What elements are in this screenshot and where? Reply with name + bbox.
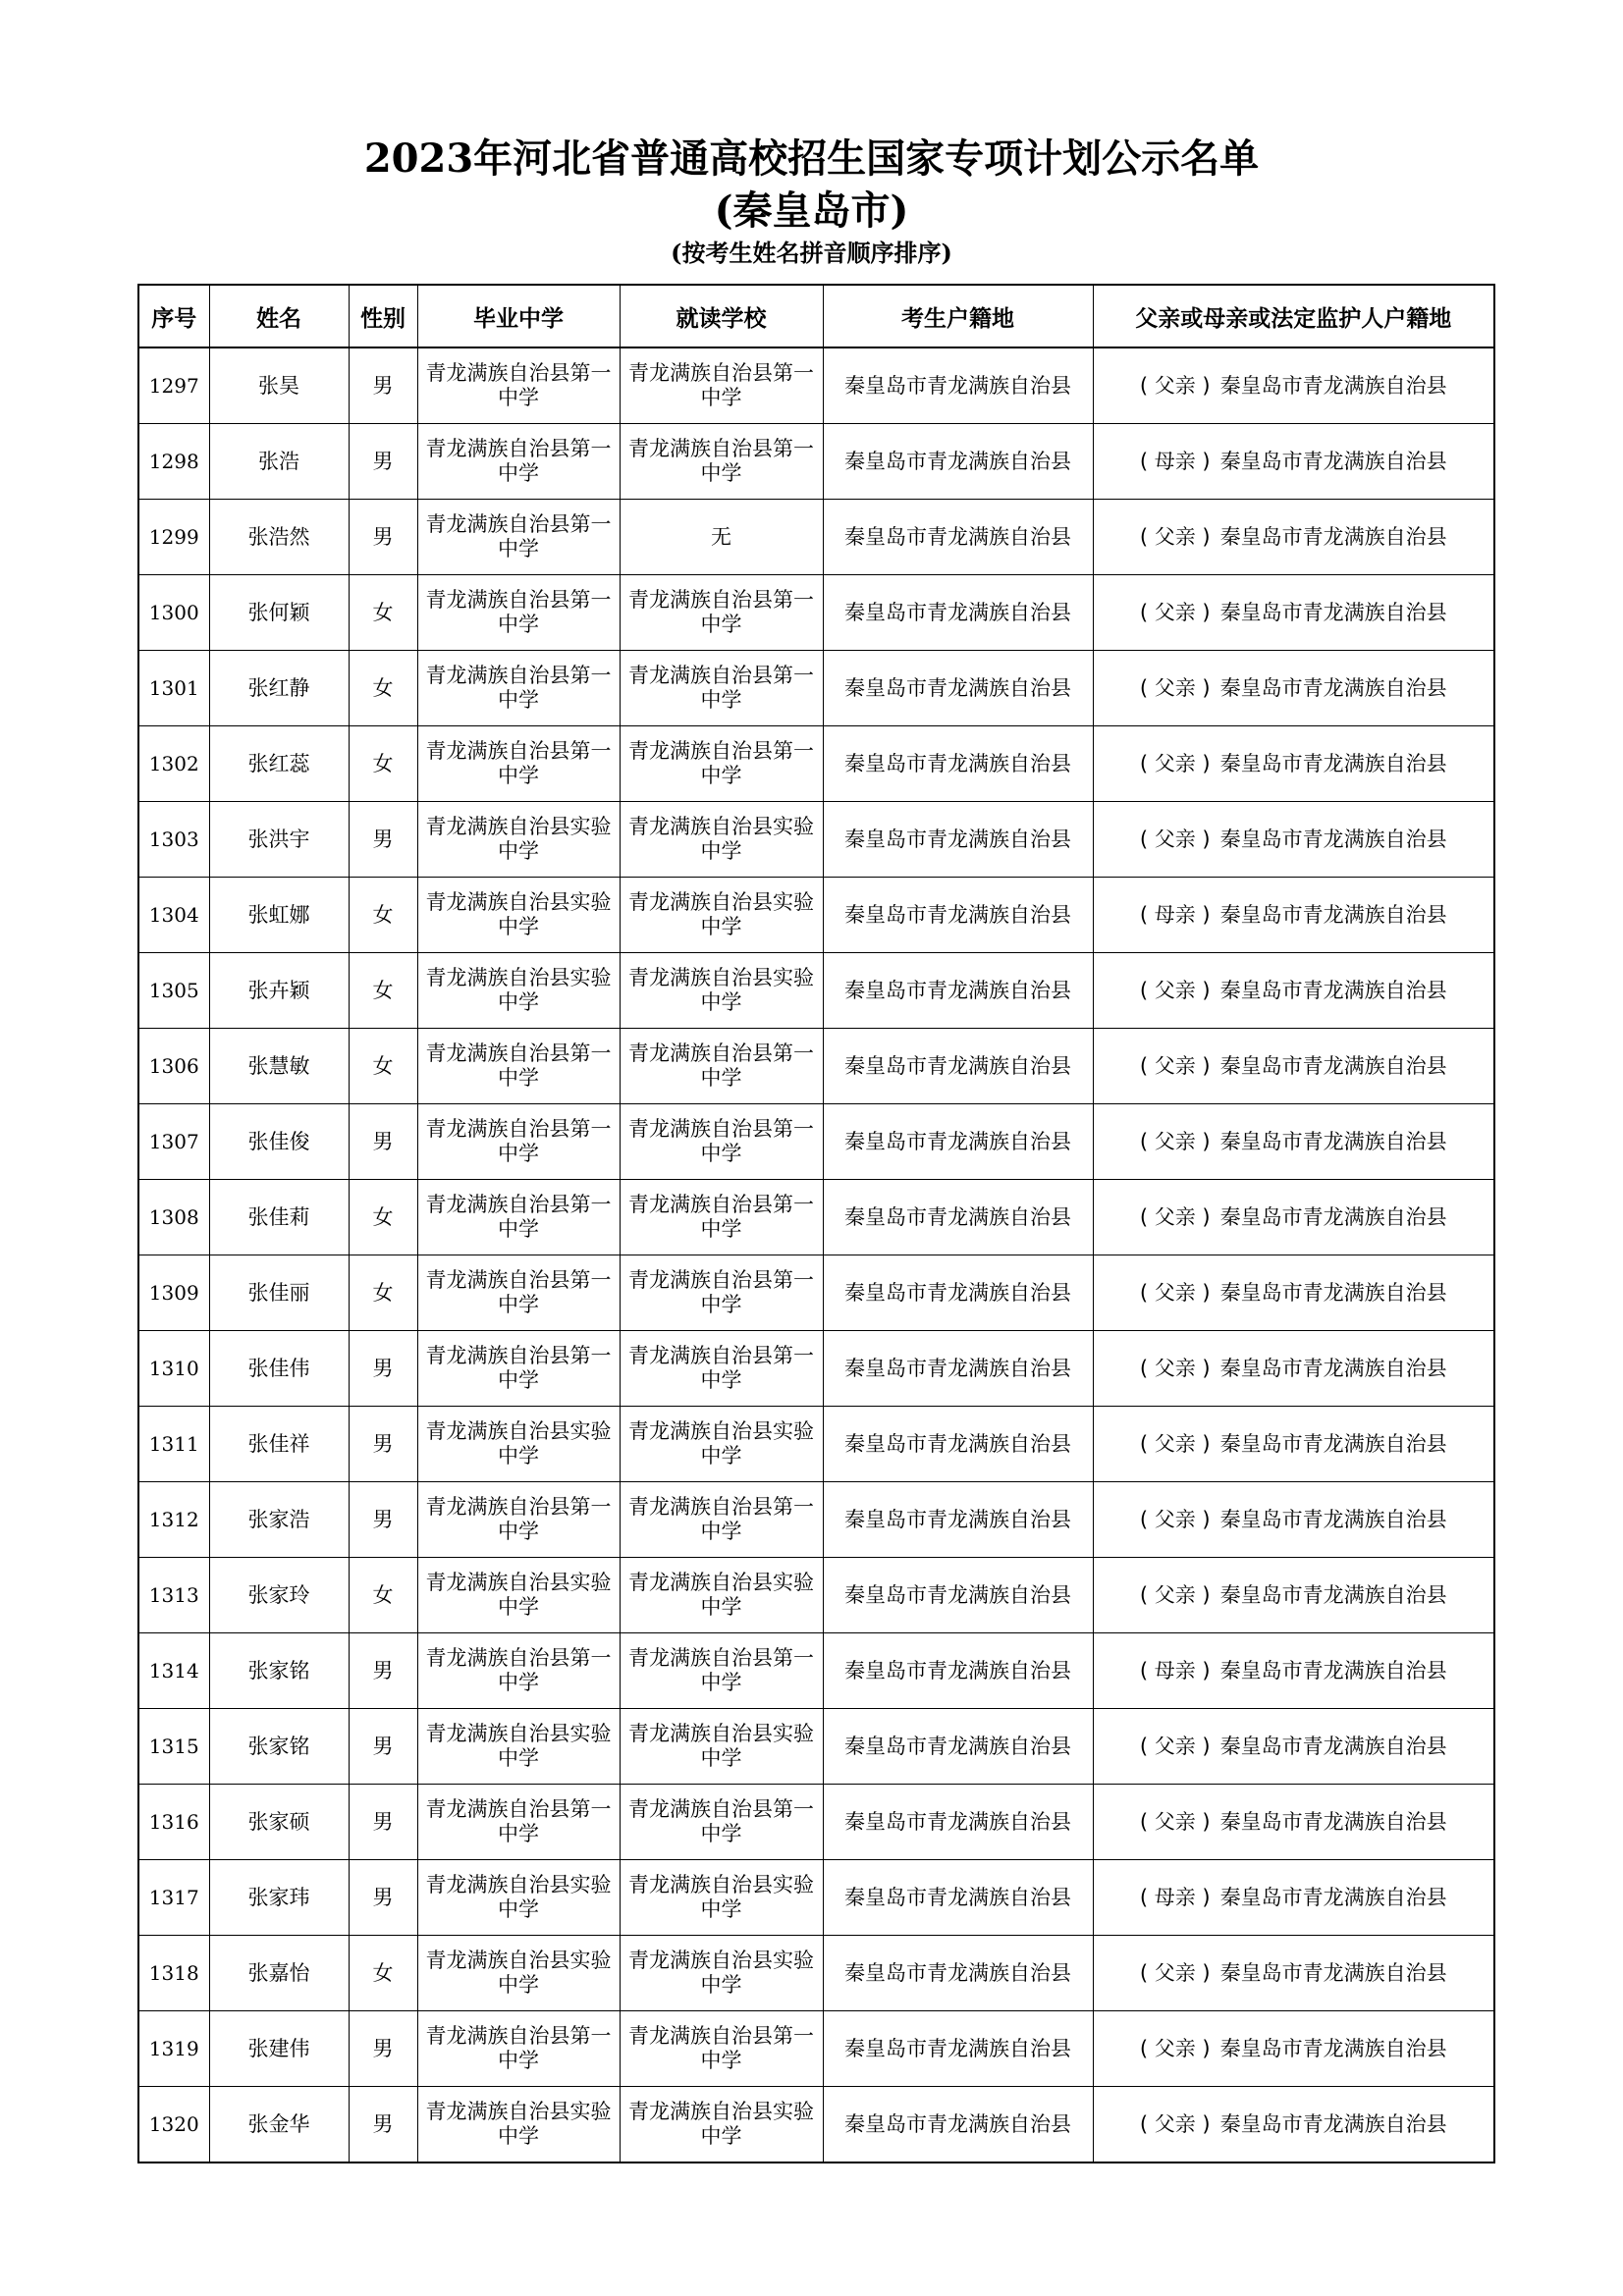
guardian-relation: ( 父亲 ): [1139, 524, 1211, 549]
cell-current-school: 青龙满族自治县实验中学: [620, 2087, 823, 2163]
cell-gender: 女: [349, 651, 417, 726]
document-header: [0, 133, 1623, 270]
cell-hukou: 秦皇岛市青龙满族自治县: [823, 802, 1093, 878]
cell-hukou: 秦皇岛市青龙满族自治县: [823, 500, 1093, 575]
column-header-guardian-hukou: 父亲或母亲或法定监护人户籍地: [1093, 285, 1494, 347]
guardian-relation: ( 母亲 ): [1139, 902, 1211, 927]
cell-guardian-hukou: [1093, 802, 1494, 878]
cell-graduation-school: 青龙满族自治县第一中学: [417, 1785, 620, 1860]
cell-seq: 1312: [138, 1482, 209, 1558]
cell-current-school: 青龙满族自治县第一中学: [620, 1029, 823, 1104]
cell-hukou: 秦皇岛市青龙满族自治县: [823, 1633, 1093, 1709]
guardian-hukou-text: 秦皇岛市青龙满族自治县: [1219, 373, 1447, 398]
cell-current-school: 青龙满族自治县第一中学: [620, 1180, 823, 1255]
guardian-hukou-text: 秦皇岛市青龙满族自治县: [1219, 1431, 1447, 1456]
cell-current-school: 青龙满族自治县第一中学: [620, 2011, 823, 2087]
cell-current-school: 青龙满族自治县实验中学: [620, 1558, 823, 1633]
cell-hukou: 秦皇岛市青龙满族自治县: [823, 1331, 1093, 1407]
cell-graduation-school: 青龙满族自治县第一中学: [417, 500, 620, 575]
cell-name: 张家玲: [209, 1558, 349, 1633]
cell-hukou: 秦皇岛市青龙满族自治县: [823, 1709, 1093, 1785]
guardian-relation: ( 父亲 ): [1139, 751, 1211, 775]
cell-name: 张慧敏: [209, 1029, 349, 1104]
cell-seq: 1299: [138, 500, 209, 575]
cell-gender: 女: [349, 1029, 417, 1104]
table-row: [138, 802, 1494, 878]
cell-graduation-school: 青龙满族自治县第一中学: [417, 1482, 620, 1558]
cell-current-school: 青龙满族自治县实验中学: [620, 802, 823, 878]
cell-graduation-school: 青龙满族自治县第一中学: [417, 726, 620, 802]
cell-hukou: 秦皇岛市青龙满族自治县: [823, 726, 1093, 802]
guardian-relation: ( 母亲 ): [1139, 1658, 1211, 1682]
guardian-relation: ( 父亲 ): [1139, 1960, 1211, 1985]
cell-graduation-school: 青龙满族自治县第一中学: [417, 1104, 620, 1180]
cell-graduation-school: 青龙满族自治县实验中学: [417, 802, 620, 878]
cell-seq: 1317: [138, 1860, 209, 1936]
cell-guardian-hukou: [1093, 651, 1494, 726]
table-row: [138, 1482, 1494, 1558]
column-header-name: 姓名: [209, 285, 349, 347]
cell-graduation-school: 青龙满族自治县实验中学: [417, 2087, 620, 2163]
applicant-table: [137, 284, 1495, 2163]
guardian-relation: ( 母亲 ): [1139, 449, 1211, 473]
guardian-hukou-text: 秦皇岛市青龙满族自治县: [1219, 1356, 1447, 1380]
guardian-relation: ( 父亲 ): [1139, 1734, 1211, 1758]
cell-current-school: 青龙满族自治县实验中学: [620, 1860, 823, 1936]
cell-name: 张佳伟: [209, 1331, 349, 1407]
guardian-hukou-text: 秦皇岛市青龙满族自治县: [1219, 978, 1447, 1002]
cell-name: 张红蕊: [209, 726, 349, 802]
cell-seq: 1300: [138, 575, 209, 651]
table-header-row: [138, 285, 1494, 347]
cell-gender: 男: [349, 802, 417, 878]
cell-graduation-school: 青龙满族自治县第一中学: [417, 347, 620, 424]
guardian-hukou-text: 秦皇岛市青龙满族自治县: [1219, 1582, 1447, 1607]
guardian-hukou-text: 秦皇岛市青龙满族自治县: [1219, 600, 1447, 624]
table-row: [138, 1860, 1494, 1936]
cell-gender: 男: [349, 2011, 417, 2087]
guardian-hukou-text: 秦皇岛市青龙满族自治县: [1219, 1734, 1447, 1758]
cell-guardian-hukou: [1093, 500, 1494, 575]
cell-name: 张建伟: [209, 2011, 349, 2087]
table-row: [138, 1558, 1494, 1633]
guardian-relation: ( 父亲 ): [1139, 1129, 1211, 1153]
table-row: [138, 500, 1494, 575]
cell-current-school: 青龙满族自治县第一中学: [620, 1331, 823, 1407]
cell-hukou: 秦皇岛市青龙满族自治县: [823, 1482, 1093, 1558]
table-row: [138, 1785, 1494, 1860]
cell-hukou: 秦皇岛市青龙满族自治县: [823, 2087, 1093, 2163]
guardian-relation: ( 父亲 ): [1139, 1507, 1211, 1531]
cell-gender: 男: [349, 1785, 417, 1860]
cell-seq: 1316: [138, 1785, 209, 1860]
guardian-relation: ( 父亲 ): [1139, 1280, 1211, 1305]
cell-seq: 1313: [138, 1558, 209, 1633]
guardian-relation: ( 父亲 ): [1139, 2111, 1211, 2136]
cell-current-school: 青龙满族自治县第一中学: [620, 1104, 823, 1180]
cell-hukou: 秦皇岛市青龙满族自治县: [823, 953, 1093, 1029]
cell-name: 张昊: [209, 347, 349, 424]
cell-guardian-hukou: [1093, 1482, 1494, 1558]
cell-graduation-school: 青龙满族自治县实验中学: [417, 1709, 620, 1785]
cell-seq: 1308: [138, 1180, 209, 1255]
cell-current-school: 青龙满族自治县第一中学: [620, 726, 823, 802]
table-row: [138, 1104, 1494, 1180]
cell-hukou: 秦皇岛市青龙满族自治县: [823, 347, 1093, 424]
cell-name: 张家铭: [209, 1633, 349, 1709]
cell-gender: 男: [349, 1633, 417, 1709]
cell-name: 张虹娜: [209, 878, 349, 953]
guardian-hukou-text: 秦皇岛市青龙满族自治县: [1219, 1507, 1447, 1531]
guardian-relation: ( 父亲 ): [1139, 978, 1211, 1002]
cell-gender: 女: [349, 878, 417, 953]
cell-hukou: 秦皇岛市青龙满族自治县: [823, 1785, 1093, 1860]
table-row: [138, 651, 1494, 726]
cell-guardian-hukou: [1093, 1860, 1494, 1936]
cell-graduation-school: 青龙满族自治县实验中学: [417, 1860, 620, 1936]
cell-current-school: 青龙满族自治县实验中学: [620, 1407, 823, 1482]
cell-hukou: 秦皇岛市青龙满族自治县: [823, 1255, 1093, 1331]
guardian-relation: ( 父亲 ): [1139, 600, 1211, 624]
document-subtitle: (秦皇岛市): [714, 187, 909, 234]
guardian-relation: ( 父亲 ): [1139, 1431, 1211, 1456]
cell-gender: 女: [349, 1558, 417, 1633]
table-row: [138, 1709, 1494, 1785]
cell-seq: 1320: [138, 2087, 209, 2163]
cell-graduation-school: 青龙满族自治县第一中学: [417, 575, 620, 651]
cell-graduation-school: 青龙满族自治县第一中学: [417, 1331, 620, 1407]
cell-guardian-hukou: [1093, 878, 1494, 953]
table-row: [138, 1180, 1494, 1255]
guardian-hukou-text: 秦皇岛市青龙满族自治县: [1219, 1885, 1447, 1909]
cell-guardian-hukou: [1093, 1180, 1494, 1255]
cell-graduation-school: 青龙满族自治县第一中学: [417, 1255, 620, 1331]
guardian-relation: ( 父亲 ): [1139, 373, 1211, 398]
cell-current-school: 青龙满族自治县实验中学: [620, 1936, 823, 2011]
cell-guardian-hukou: [1093, 1785, 1494, 1860]
cell-graduation-school: 青龙满族自治县第一中学: [417, 1180, 620, 1255]
guardian-hukou-text: 秦皇岛市青龙满族自治县: [1219, 1280, 1447, 1305]
document-title: 2023年河北省普通高校招生国家专项计划公示名单: [363, 135, 1260, 182]
guardian-relation: ( 父亲 ): [1139, 1809, 1211, 1834]
cell-hukou: 秦皇岛市青龙满族自治县: [823, 1180, 1093, 1255]
cell-name: 张金华: [209, 2087, 349, 2163]
table-row: [138, 424, 1494, 500]
cell-guardian-hukou: [1093, 726, 1494, 802]
cell-graduation-school: 青龙满族自治县第一中学: [417, 651, 620, 726]
cell-name: 张嘉怡: [209, 1936, 349, 2011]
table-row: [138, 2011, 1494, 2087]
cell-seq: 1302: [138, 726, 209, 802]
cell-current-school: 青龙满族自治县第一中学: [620, 575, 823, 651]
cell-name: 张红静: [209, 651, 349, 726]
cell-guardian-hukou: [1093, 1255, 1494, 1331]
table-body: [138, 347, 1494, 2163]
table-row: [138, 347, 1494, 424]
cell-current-school: 青龙满族自治县第一中学: [620, 1633, 823, 1709]
cell-gender: 女: [349, 953, 417, 1029]
cell-gender: 男: [349, 1709, 417, 1785]
cell-seq: 1305: [138, 953, 209, 1029]
guardian-relation: ( 父亲 ): [1139, 1204, 1211, 1229]
cell-hukou: 秦皇岛市青龙满族自治县: [823, 1936, 1093, 2011]
cell-guardian-hukou: [1093, 347, 1494, 424]
cell-guardian-hukou: [1093, 424, 1494, 500]
cell-name: 张佳丽: [209, 1255, 349, 1331]
sort-order-note: (按考生姓名拼音顺序排序): [671, 239, 952, 267]
table-row: [138, 1407, 1494, 1482]
cell-seq: 1297: [138, 347, 209, 424]
cell-gender: 男: [349, 500, 417, 575]
cell-current-school: 青龙满族自治县第一中学: [620, 1785, 823, 1860]
cell-seq: 1314: [138, 1633, 209, 1709]
cell-gender: 女: [349, 1936, 417, 2011]
cell-hukou: 秦皇岛市青龙满族自治县: [823, 651, 1093, 726]
guardian-hukou-text: 秦皇岛市青龙满族自治县: [1219, 1053, 1447, 1078]
guardian-hukou-text: 秦皇岛市青龙满族自治县: [1219, 1658, 1447, 1682]
cell-name: 张浩然: [209, 500, 349, 575]
cell-gender: 男: [349, 1482, 417, 1558]
guardian-hukou-text: 秦皇岛市青龙满族自治县: [1219, 827, 1447, 851]
cell-current-school: 青龙满族自治县第一中学: [620, 1482, 823, 1558]
cell-gender: 男: [349, 424, 417, 500]
cell-seq: 1309: [138, 1255, 209, 1331]
cell-seq: 1310: [138, 1331, 209, 1407]
guardian-relation: ( 父亲 ): [1139, 1356, 1211, 1380]
cell-graduation-school: 青龙满族自治县第一中学: [417, 424, 620, 500]
cell-guardian-hukou: [1093, 1558, 1494, 1633]
cell-guardian-hukou: [1093, 1029, 1494, 1104]
guardian-relation: ( 父亲 ): [1139, 1582, 1211, 1607]
cell-current-school: 青龙满族自治县第一中学: [620, 1255, 823, 1331]
guardian-relation: ( 父亲 ): [1139, 827, 1211, 851]
table-row: [138, 1331, 1494, 1407]
cell-name: 张洪宇: [209, 802, 349, 878]
cell-hukou: 秦皇岛市青龙满族自治县: [823, 1029, 1093, 1104]
cell-graduation-school: 青龙满族自治县实验中学: [417, 1936, 620, 2011]
cell-graduation-school: 青龙满族自治县第一中学: [417, 1029, 620, 1104]
cell-graduation-school: 青龙满族自治县实验中学: [417, 1407, 620, 1482]
cell-guardian-hukou: [1093, 1104, 1494, 1180]
table-row: [138, 726, 1494, 802]
cell-gender: 男: [349, 347, 417, 424]
cell-gender: 女: [349, 1255, 417, 1331]
cell-name: 张家浩: [209, 1482, 349, 1558]
guardian-hukou-text: 秦皇岛市青龙满族自治县: [1219, 902, 1447, 927]
column-header-gender: 性别: [349, 285, 417, 347]
guardian-hukou-text: 秦皇岛市青龙满族自治县: [1219, 524, 1447, 549]
cell-guardian-hukou: [1093, 1709, 1494, 1785]
cell-current-school: 无: [620, 500, 823, 575]
cell-hukou: 秦皇岛市青龙满族自治县: [823, 1104, 1093, 1180]
cell-gender: 男: [349, 1860, 417, 1936]
column-header-graduation-school: 毕业中学: [417, 285, 620, 347]
cell-name: 张佳俊: [209, 1104, 349, 1180]
column-header-seq: 序号: [138, 285, 209, 347]
cell-hukou: 秦皇岛市青龙满族自治县: [823, 1558, 1093, 1633]
cell-seq: 1318: [138, 1936, 209, 2011]
cell-name: 张何颖: [209, 575, 349, 651]
cell-name: 张浩: [209, 424, 349, 500]
cell-current-school: 青龙满族自治县实验中学: [620, 878, 823, 953]
guardian-hukou-text: 秦皇岛市青龙满族自治县: [1219, 2036, 1447, 2060]
table-row: [138, 1255, 1494, 1331]
cell-seq: 1311: [138, 1407, 209, 1482]
cell-name: 张佳莉: [209, 1180, 349, 1255]
guardian-relation: ( 父亲 ): [1139, 1053, 1211, 1078]
cell-guardian-hukou: [1093, 1331, 1494, 1407]
cell-guardian-hukou: [1093, 2011, 1494, 2087]
cell-current-school: 青龙满族自治县实验中学: [620, 1709, 823, 1785]
cell-seq: 1304: [138, 878, 209, 953]
cell-name: 张家硕: [209, 1785, 349, 1860]
table-row: [138, 1633, 1494, 1709]
cell-hukou: 秦皇岛市青龙满族自治县: [823, 878, 1093, 953]
cell-current-school: 青龙满族自治县第一中学: [620, 347, 823, 424]
cell-guardian-hukou: [1093, 1633, 1494, 1709]
table-row: [138, 575, 1494, 651]
cell-current-school: 青龙满族自治县第一中学: [620, 424, 823, 500]
guardian-relation: ( 父亲 ): [1139, 2036, 1211, 2060]
guardian-hukou-text: 秦皇岛市青龙满族自治县: [1219, 449, 1447, 473]
cell-name: 张卉颖: [209, 953, 349, 1029]
cell-hukou: 秦皇岛市青龙满族自治县: [823, 1407, 1093, 1482]
cell-seq: 1298: [138, 424, 209, 500]
guardian-hukou-text: 秦皇岛市青龙满族自治县: [1219, 1809, 1447, 1834]
guardian-hukou-text: 秦皇岛市青龙满族自治县: [1219, 675, 1447, 700]
cell-hukou: 秦皇岛市青龙满族自治县: [823, 1860, 1093, 1936]
guardian-hukou-text: 秦皇岛市青龙满族自治县: [1219, 1960, 1447, 1985]
cell-graduation-school: 青龙满族自治县实验中学: [417, 1558, 620, 1633]
cell-seq: 1307: [138, 1104, 209, 1180]
guardian-hukou-text: 秦皇岛市青龙满族自治县: [1219, 751, 1447, 775]
table-row: [138, 2087, 1494, 2163]
cell-gender: 男: [349, 2087, 417, 2163]
cell-graduation-school: 青龙满族自治县第一中学: [417, 1633, 620, 1709]
cell-name: 张家玮: [209, 1860, 349, 1936]
cell-gender: 女: [349, 575, 417, 651]
cell-graduation-school: 青龙满族自治县实验中学: [417, 953, 620, 1029]
cell-current-school: 青龙满族自治县实验中学: [620, 953, 823, 1029]
cell-graduation-school: 青龙满族自治县实验中学: [417, 878, 620, 953]
table-row: [138, 953, 1494, 1029]
cell-name: 张佳祥: [209, 1407, 349, 1482]
guardian-hukou-text: 秦皇岛市青龙满族自治县: [1219, 1129, 1447, 1153]
cell-gender: 女: [349, 1180, 417, 1255]
guardian-hukou-text: 秦皇岛市青龙满族自治县: [1219, 2111, 1447, 2136]
cell-guardian-hukou: [1093, 1936, 1494, 2011]
cell-seq: 1315: [138, 1709, 209, 1785]
table-row: [138, 878, 1494, 953]
cell-guardian-hukou: [1093, 1407, 1494, 1482]
cell-guardian-hukou: [1093, 575, 1494, 651]
cell-graduation-school: 青龙满族自治县第一中学: [417, 2011, 620, 2087]
cell-guardian-hukou: [1093, 2087, 1494, 2163]
cell-name: 张家铭: [209, 1709, 349, 1785]
cell-seq: 1301: [138, 651, 209, 726]
column-header-current-school: 就读学校: [620, 285, 823, 347]
table-row: [138, 1029, 1494, 1104]
cell-gender: 男: [349, 1331, 417, 1407]
cell-seq: 1306: [138, 1029, 209, 1104]
cell-hukou: 秦皇岛市青龙满族自治县: [823, 2011, 1093, 2087]
cell-seq: 1303: [138, 802, 209, 878]
cell-seq: 1319: [138, 2011, 209, 2087]
table-row: [138, 1936, 1494, 2011]
guardian-hukou-text: 秦皇岛市青龙满族自治县: [1219, 1204, 1447, 1229]
column-header-hukou: 考生户籍地: [823, 285, 1093, 347]
cell-gender: 男: [349, 1407, 417, 1482]
cell-current-school: 青龙满族自治县第一中学: [620, 651, 823, 726]
guardian-relation: ( 母亲 ): [1139, 1885, 1211, 1909]
guardian-relation: ( 父亲 ): [1139, 675, 1211, 700]
cell-guardian-hukou: [1093, 953, 1494, 1029]
cell-gender: 女: [349, 726, 417, 802]
cell-hukou: 秦皇岛市青龙满族自治县: [823, 575, 1093, 651]
cell-gender: 男: [349, 1104, 417, 1180]
cell-hukou: 秦皇岛市青龙满族自治县: [823, 424, 1093, 500]
